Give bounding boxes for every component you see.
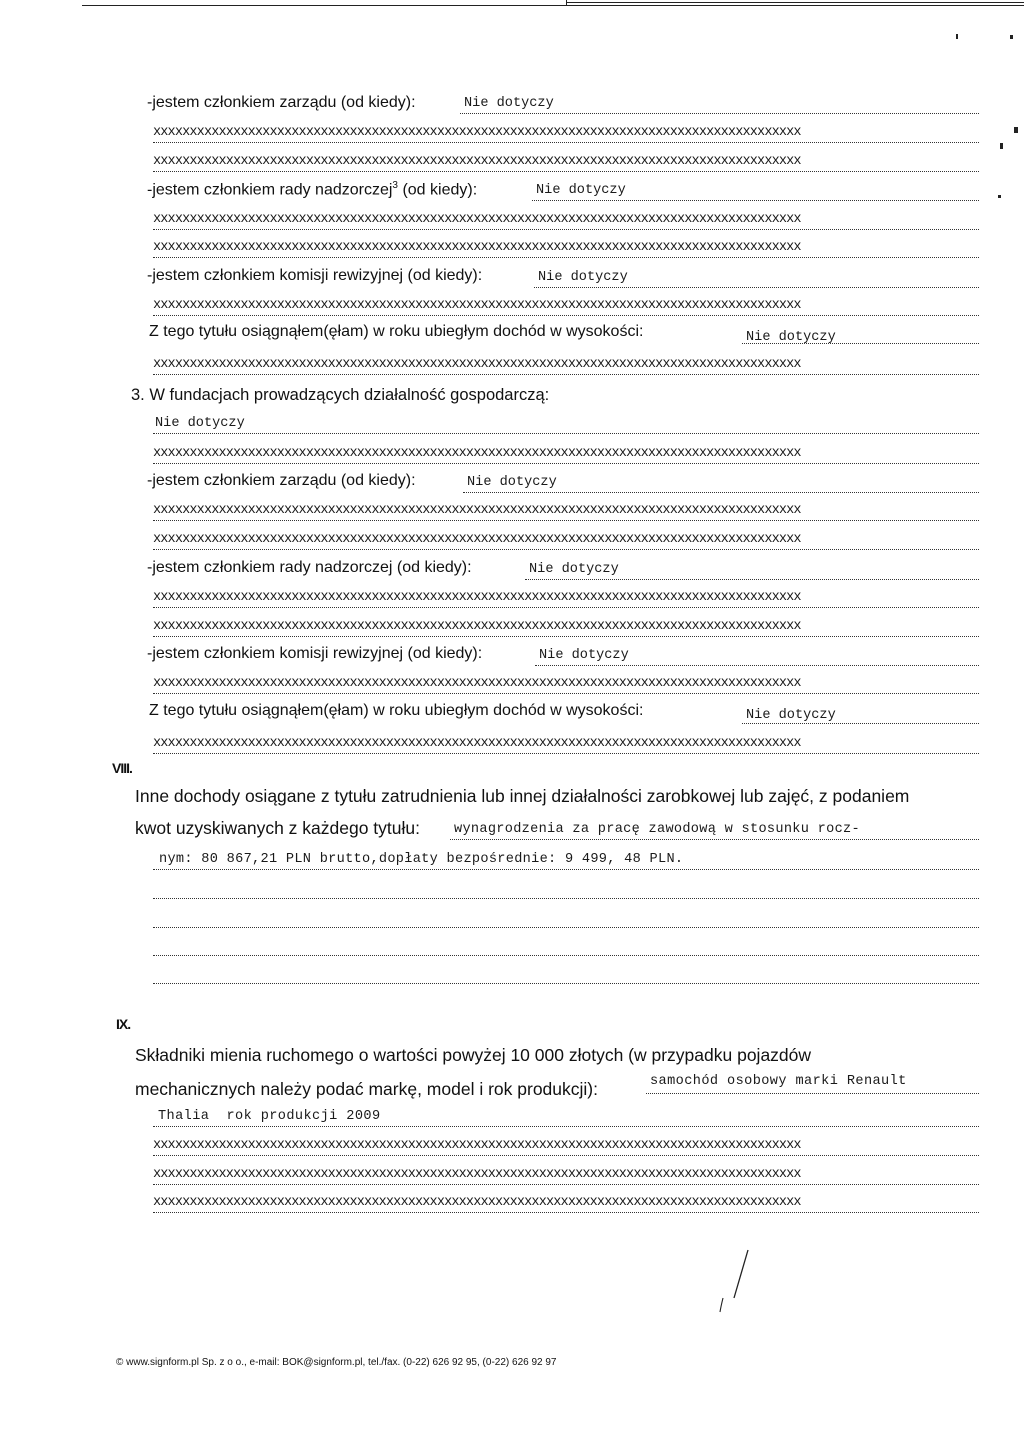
section-3-number: 3. — [131, 386, 145, 404]
board-member-value: Nie dotyczy — [464, 96, 554, 111]
x-filler-row: xxxxxxxxxxxxxxxxxxxxxxxxxxxxxxxxxxxxxxxxxxxxxxxxxxxxxxxxxxxxxxxxxxxxxxxxxxxxxxxxxxxxxxxxx — [153, 444, 979, 464]
scan-speck — [1000, 143, 1003, 149]
scan-speck — [1010, 35, 1013, 39]
scan-speck — [956, 34, 958, 39]
s3-board-member-value: Nie dotyczy — [467, 475, 557, 490]
section-8-field-line-1 — [450, 820, 979, 840]
x-filler-row: xxxxxxxxxxxxxxxxxxxxxxxxxxxxxxxxxxxxxxxxxxxxxxxxxxxxxxxxxxxxxxxxxxxxxxxxxxxxxxxxxxxxxxxxx — [153, 1165, 979, 1185]
x-filler-row: xxxxxxxxxxxxxxxxxxxxxxxxxxxxxxxxxxxxxxxxxxxxxxxxxxxxxxxxxxxxxxxxxxxxxxxxxxxxxxxxxxxxxxxxx — [153, 210, 979, 230]
s3-board-member-label-text: -jestem członkiem zarządu (od kiedy): — [147, 472, 416, 489]
board-member-field — [460, 94, 979, 114]
top-border-tick — [566, 0, 567, 5]
section-8-text-line-2: kwot uzyskiwanych z każdego tytułu: — [135, 818, 420, 838]
blank-answer-line — [153, 983, 979, 984]
section-9-text-line-1: Składniki mienia ruchomego o wartości powyżej 10 000 złotych (w przypadku pojazdów — [135, 1045, 812, 1065]
section-8-value-line-1: wynagrodzenia za pracę zawodową w stosunku rocz- — [454, 822, 860, 837]
section-9-text-line-2: mechanicznych należy podać markę, model i rok produkcji): — [135, 1079, 598, 1099]
x-filler-row: xxxxxxxxxxxxxxxxxxxxxxxxxxxxxxxxxxxxxxxxxxxxxxxxxxxxxxxxxxxxxxxxxxxxxxxxxxxxxxxxxxxxxxxxx — [153, 1136, 979, 1156]
top-border-line-upper — [566, 2, 1024, 3]
s3-board-member-field — [463, 473, 979, 493]
audit-committee-label-text: -jestem członkiem komisji rewizyjnej (od kiedy): — [147, 267, 483, 284]
section-8-number: VIII. — [112, 760, 132, 776]
supervisory-board-field — [532, 181, 979, 201]
section-3-heading — [131, 386, 549, 405]
s3-audit-committee-label — [147, 645, 482, 663]
x-filler-row: xxxxxxxxxxxxxxxxxxxxxxxxxxxxxxxxxxxxxxxxxxxxxxxxxxxxxxxxxxxxxxxxxxxxxxxxxxxxxxxxxxxxxxxxx — [153, 674, 979, 694]
x-filler-row: xxxxxxxxxxxxxxxxxxxxxxxxxxxxxxxxxxxxxxxxxxxxxxxxxxxxxxxxxxxxxxxxxxxxxxxxxxxxxxxxxxxxxxxxx — [153, 355, 979, 375]
section-3-title: W fundacjach prowadzących działalność gospodarczą: — [149, 386, 550, 404]
audit-committee-value: Nie dotyczy — [538, 270, 628, 285]
section-3-value: Nie dotyczy — [155, 416, 245, 431]
audit-committee-field — [534, 268, 979, 288]
x-filler-row: xxxxxxxxxxxxxxxxxxxxxxxxxxxxxxxxxxxxxxxxxxxxxxxxxxxxxxxxxxxxxxxxxxxxxxxxxxxxxxxxxxxxxxxxx — [153, 238, 979, 258]
footnote-marker: 3 — [392, 180, 398, 191]
section-9-value-line-2: Thalia rok produkcji 2009 — [158, 1109, 381, 1124]
income-value: Nie dotyczy — [746, 330, 836, 345]
top-border-line — [82, 5, 1024, 6]
s3-supervisory-board-value: Nie dotyczy — [529, 562, 619, 577]
s3-income-field — [742, 704, 979, 724]
s3-income-value: Nie dotyczy — [746, 708, 836, 723]
s3-audit-committee-value: Nie dotyczy — [539, 648, 629, 663]
s3-income-label — [149, 702, 643, 720]
blank-answer-line — [153, 898, 979, 899]
section-8-field-line-2 — [153, 850, 979, 870]
x-filler-row: xxxxxxxxxxxxxxxxxxxxxxxxxxxxxxxxxxxxxxxxxxxxxxxxxxxxxxxxxxxxxxxxxxxxxxxxxxxxxxxxxxxxxxxxx — [153, 530, 979, 550]
x-filler-row: xxxxxxxxxxxxxxxxxxxxxxxxxxxxxxxxxxxxxxxxxxxxxxxxxxxxxxxxxxxxxxxxxxxxxxxxxxxxxxxxxxxxxxxxx — [153, 734, 979, 754]
scan-speck — [998, 195, 1001, 198]
x-filler-row: xxxxxxxxxxxxxxxxxxxxxxxxxxxxxxxxxxxxxxxxxxxxxxxxxxxxxxxxxxxxxxxxxxxxxxxxxxxxxxxxxxxxxxxxx — [153, 123, 979, 143]
s3-audit-committee-label-text: -jestem członkiem komisji rewizyjnej (od kiedy): — [147, 645, 483, 662]
scan-speck — [1014, 127, 1018, 133]
section-3-field — [153, 414, 979, 434]
blank-answer-line — [153, 955, 979, 956]
board-member-label-text: -jestem członkiem zarządu (od kiedy): — [147, 94, 416, 111]
section-9-field-line-2 — [153, 1107, 979, 1127]
supervisory-board-value: Nie dotyczy — [536, 183, 626, 198]
x-filler-row: xxxxxxxxxxxxxxxxxxxxxxxxxxxxxxxxxxxxxxxxxxxxxxxxxxxxxxxxxxxxxxxxxxxxxxxxxxxxxxxxxxxxxxxxx — [153, 1193, 979, 1213]
s3-supervisory-board-field — [525, 560, 979, 580]
s3-supervisory-board-label-text: -jestem członkiem rady nadzorczej (od kiedy): — [147, 559, 472, 576]
blank-answer-line — [153, 927, 979, 928]
income-label-text: Z tego tytułu osiągnąłem(ęłam) w roku ubiegłym dochód w wysokości: — [149, 323, 644, 340]
s3-income-label-text: Z tego tytułu osiągnąłem(ęłam) w roku ubiegłym dochód w wysokości: — [149, 702, 644, 719]
x-filler-row: xxxxxxxxxxxxxxxxxxxxxxxxxxxxxxxxxxxxxxxxxxxxxxxxxxxxxxxxxxxxxxxxxxxxxxxxxxxxxxxxxxxxxxxxx — [153, 501, 979, 521]
x-filler-row: xxxxxxxxxxxxxxxxxxxxxxxxxxxxxxxxxxxxxxxxxxxxxxxxxxxxxxxxxxxxxxxxxxxxxxxxxxxxxxxxxxxxxxxxx — [153, 588, 979, 608]
x-filler-row: xxxxxxxxxxxxxxxxxxxxxxxxxxxxxxxxxxxxxxxxxxxxxxxxxxxxxxxxxxxxxxxxxxxxxxxxxxxxxxxxxxxxxxxxx — [153, 152, 979, 172]
section-9-field-line-1 — [646, 1074, 979, 1094]
supervisory-board-label — [147, 180, 477, 199]
section-8-text-line-1: Inne dochody osiągane z tytułu zatrudnienia lub innej działalności zarobkowej lub zajęć, z podaniem — [135, 786, 910, 806]
page-footer: © www.signform.pl Sp. z o o., e-mail: BOK@signform.pl, tel./fax. (0-22) 626 92 95, (0-22) 626 92 97 — [116, 1357, 557, 1368]
audit-committee-label — [147, 267, 482, 285]
section-8-value-line-2: nym: 80 867,21 PLN brutto,dopłaty bezpośrednie: 9 499, 48 PLN. — [159, 852, 684, 867]
supervisory-board-label-text: -jestem członkiem rady nadzorczej — [147, 181, 393, 199]
income-label — [149, 323, 643, 341]
signature-mark — [700, 1240, 780, 1320]
s3-audit-committee-field — [535, 646, 979, 666]
section-9-number: IX. — [116, 1016, 131, 1032]
board-member-label — [147, 94, 416, 112]
x-filler-row: xxxxxxxxxxxxxxxxxxxxxxxxxxxxxxxxxxxxxxxxxxxxxxxxxxxxxxxxxxxxxxxxxxxxxxxxxxxxxxxxxxxxxxxxx — [153, 296, 979, 316]
s3-supervisory-board-label — [147, 559, 472, 577]
section-9-value-line-1: samochód osobowy marki Renault — [650, 1074, 907, 1089]
s3-board-member-label — [147, 472, 416, 490]
x-filler-row: xxxxxxxxxxxxxxxxxxxxxxxxxxxxxxxxxxxxxxxxxxxxxxxxxxxxxxxxxxxxxxxxxxxxxxxxxxxxxxxxxxxxxxxxx — [153, 617, 979, 637]
supervisory-board-label-end: (od kiedy): — [402, 181, 478, 199]
income-field — [742, 324, 979, 344]
